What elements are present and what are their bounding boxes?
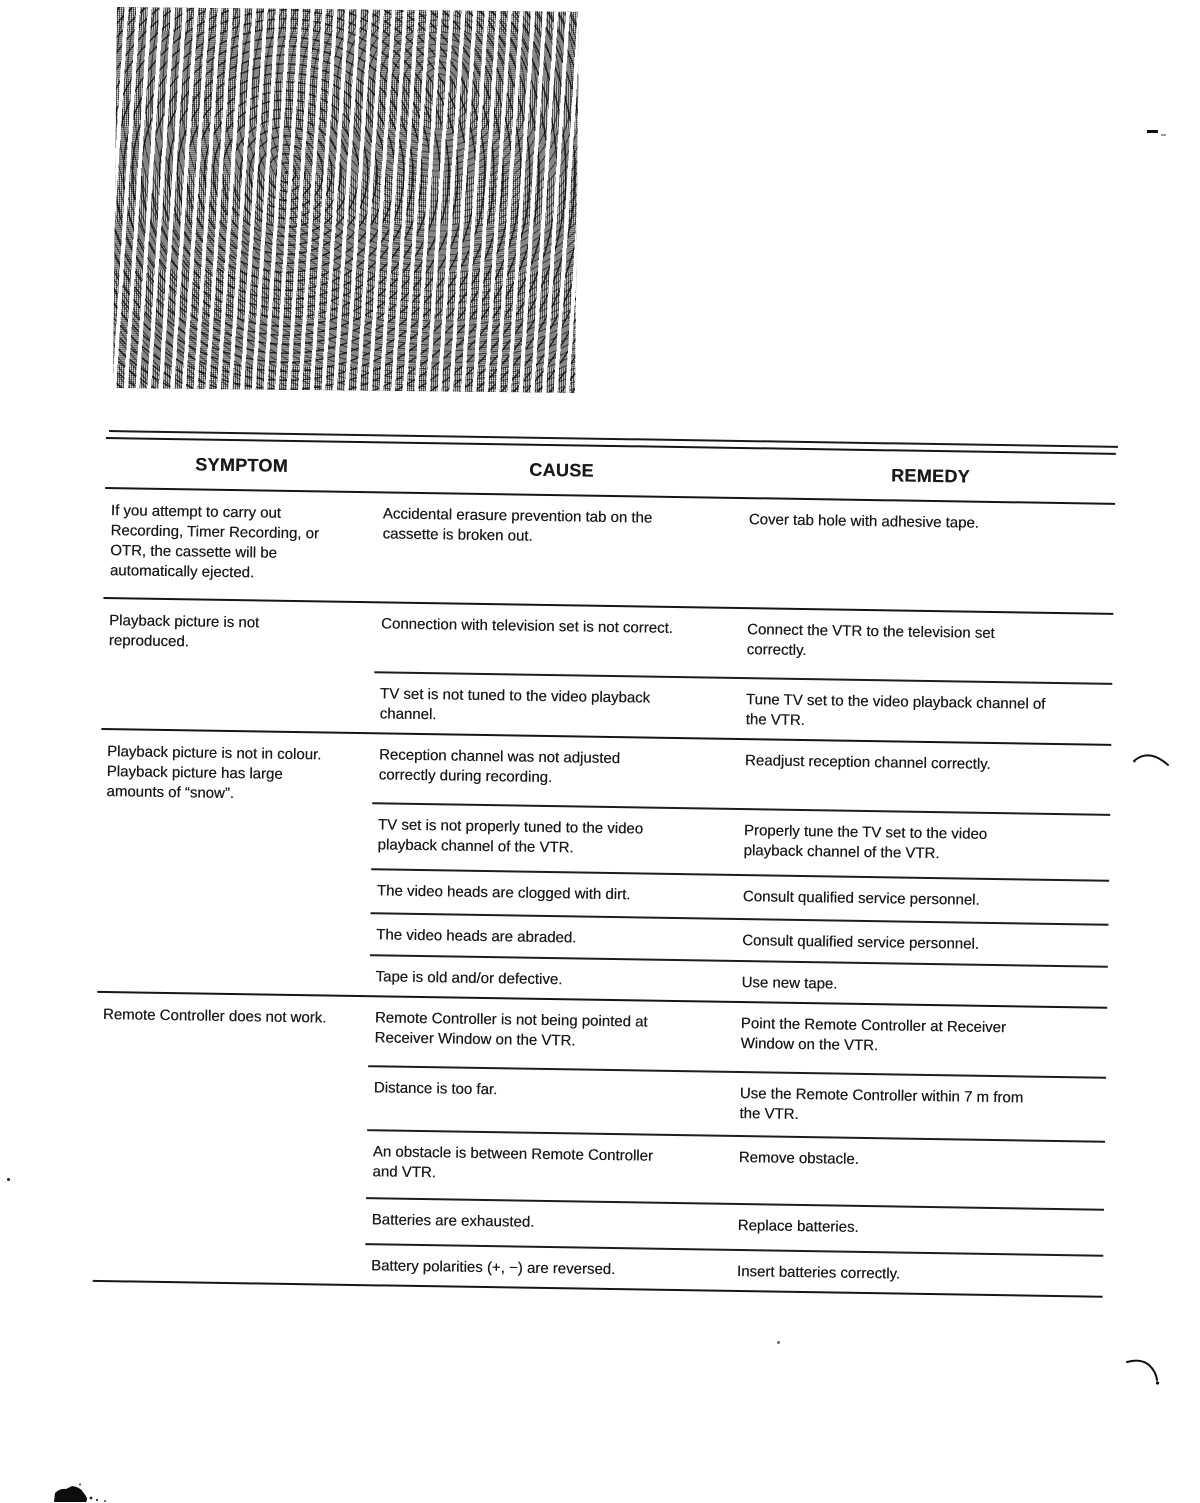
cause-remedy-row	[367, 1065, 1106, 1141]
cause-remedy-row	[372, 734, 1111, 814]
table-row	[101, 599, 1113, 746]
remedy-cell: Readjust reception channel correctly.	[744, 752, 991, 773]
remedy-cell: Connect the VTR to the television set correctly.	[746, 621, 995, 660]
remedy-cell: Replace batteries.	[737, 1217, 859, 1236]
cause-cell: Remote Controller is not being pointed at Receiver Window on the VTR.	[374, 1009, 648, 1050]
dust-speck-center	[777, 1341, 780, 1344]
cause-cell: Battery polarities (+, −) are reversed.	[370, 1257, 616, 1279]
remedy-cell: Use the Remote Controller within 7 m from the VTR.	[739, 1085, 1024, 1123]
dust-speck-left	[7, 1178, 10, 1181]
cause-cell: An obstacle is between Remote Controller and VTR.	[372, 1143, 654, 1182]
remedy-cell: Cover tab hole with adhesive tape.	[748, 511, 980, 532]
symptom-cell: Playback picture is not reproduced.	[108, 612, 260, 651]
symptom-cell: Remote Controller does not work.	[102, 1006, 327, 1027]
symptom-cell: If you attempt to carry out Recording, Timer Recording, or OTR, the cassette will be automatically ejected.	[109, 502, 320, 582]
cause-remedy-row	[374, 603, 1113, 683]
ink-smudge-bottom-left	[50, 1483, 120, 1503]
halftone-noise-image	[113, 7, 579, 393]
table-row	[93, 993, 1107, 1298]
cause-cell: Tape is old and/or defective.	[375, 968, 563, 989]
remedy-cell: Point the Remote Controller at Receiver Window on the VTR.	[740, 1015, 1007, 1055]
cause-cell: Connection with television set is not correct.	[380, 615, 674, 637]
cause-cell: The video heads are abraded.	[376, 926, 577, 947]
symptom-cell: Playback picture is not in colour. Playback picture has large amounts of “snow”.	[106, 743, 322, 803]
cause-cell: TV set is not properly tuned to the video playback channel of the VTR.	[377, 816, 644, 857]
cause-cell: Batteries are exhausted.	[371, 1211, 535, 1231]
squiggle-mark-bottom-right	[1126, 1358, 1164, 1386]
column-header-symptom: SYMPTOM	[195, 454, 289, 476]
cause-remedy-row	[366, 1129, 1105, 1209]
column-header-cause: CAUSE	[529, 459, 594, 481]
cause-remedy-row	[368, 997, 1107, 1077]
cause-cell: Accidental erasure prevention tab on the cassette is broken out.	[382, 505, 653, 545]
remedy-cell: Consult qualified service personnel.	[742, 932, 980, 953]
column-header-remedy: REMEDY	[890, 465, 971, 487]
remedy-cell: Use new tape.	[741, 974, 838, 993]
remedy-cell: Properly tune the TV set to the video playback channel of the VTR.	[743, 822, 988, 863]
cause-remedy-row	[371, 802, 1110, 880]
margin-dash-mark	[1147, 130, 1158, 133]
cause-remedy-row	[375, 493, 1115, 613]
cause-remedy-row	[373, 671, 1112, 744]
cause-cell: The video heads are clogged with dirt.	[376, 882, 631, 904]
troubleshooting-table	[93, 437, 1116, 1298]
cause-cell: TV set is not tuned to the video playback channel.	[379, 685, 651, 724]
remedy-cell: Consult qualified service personnel.	[742, 888, 980, 909]
squiggle-mark-right	[1133, 749, 1171, 769]
margin-dash-chip	[1161, 134, 1166, 136]
cause-cell: Reception channel was not adjusted correctly during recording.	[378, 746, 621, 787]
cause-cell: Distance is too far.	[373, 1079, 498, 1099]
remedy-cell: Tune TV set to the video playback channel of the VTR.	[745, 691, 1046, 730]
table-row	[97, 730, 1111, 1009]
table-row	[103, 489, 1115, 615]
remedy-cell: Remove obstacle.	[738, 1149, 859, 1168]
remedy-cell: Insert batteries correctly.	[736, 1263, 901, 1283]
